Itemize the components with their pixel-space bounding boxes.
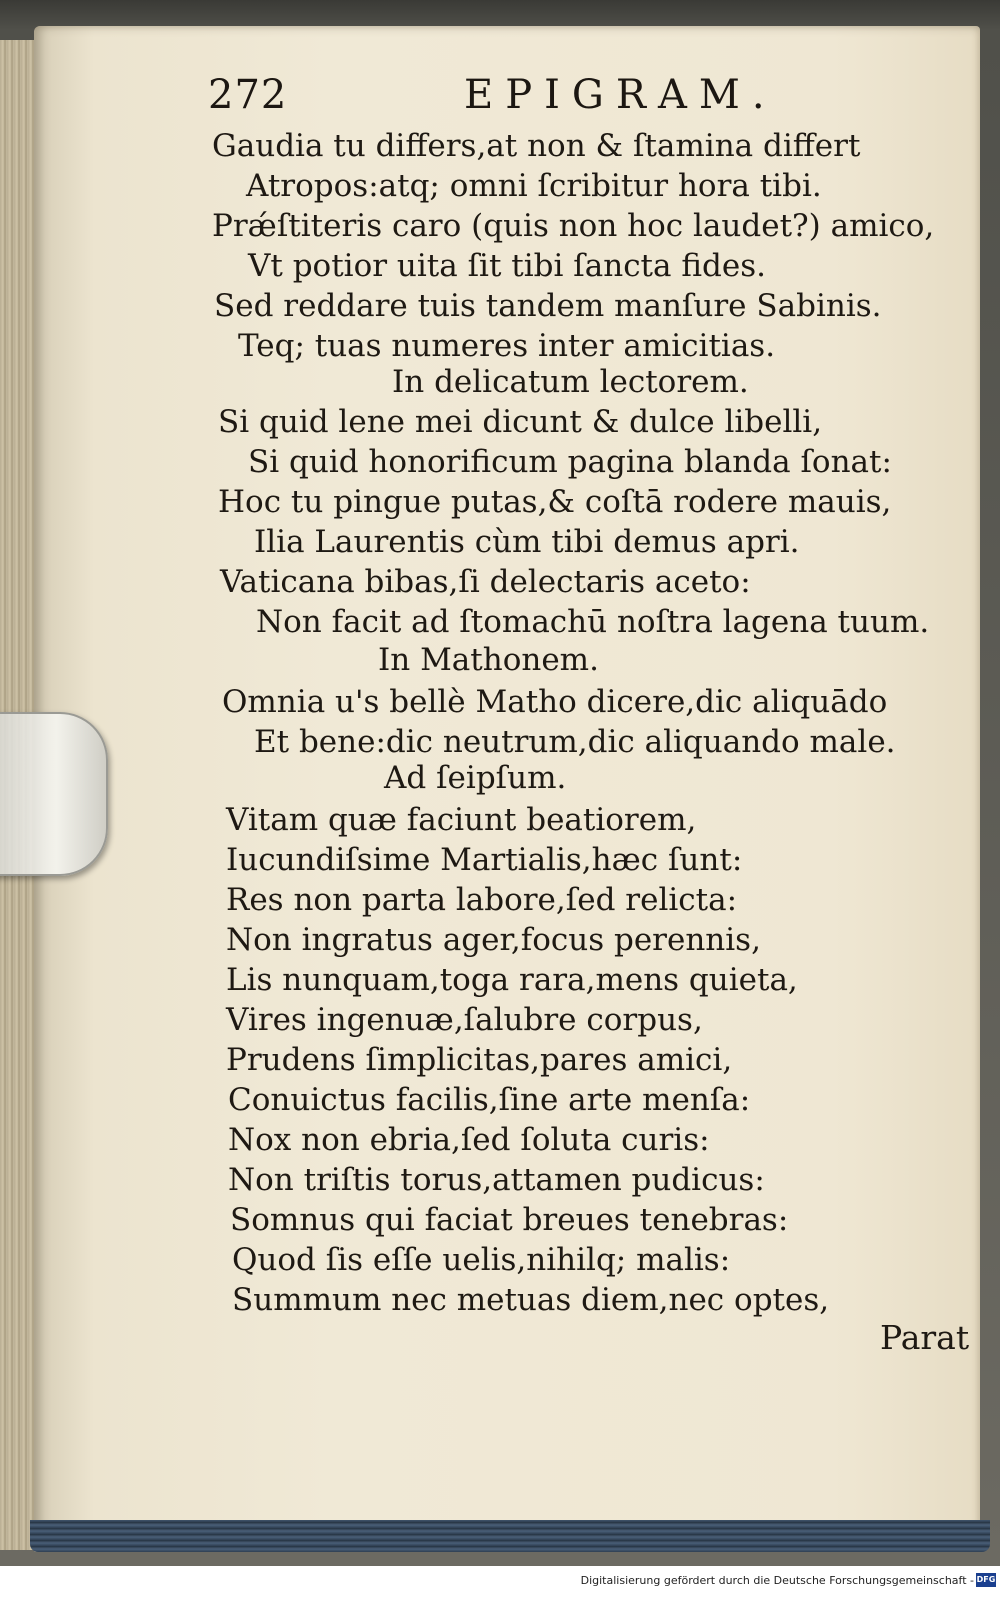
page-header	[208, 72, 828, 122]
poem-title: In Mathonem.	[378, 642, 599, 678]
page-number: 272	[208, 72, 288, 118]
verse-line: Non ingratus ager,focus perennis,	[226, 922, 761, 958]
verse-line: Gaudia tu differs,at non & ſtamina differt	[212, 128, 861, 164]
verse-line: Quod ſis eſſe uelis,nihilq; malis:	[232, 1242, 731, 1278]
verse-line: Hoc tu pingue putas,& coſtā rodere mauis,	[218, 484, 892, 520]
verse-line: Et bene:dic neutrum,dic aliquando male.	[254, 724, 896, 760]
verse-line: Conuictus facilis,ſine arte menſa:	[228, 1082, 751, 1118]
verse-line: Res non parta labore,ſed relicta:	[226, 882, 738, 918]
verse-line: Vaticana bibas,ſi delectaris aceto:	[220, 564, 751, 600]
verse-line: Sed reddare tuis tandem manſure Sabinis.	[214, 288, 882, 324]
verse-line: Prudens ſimplicitas,pares amici,	[226, 1042, 733, 1078]
verse-line: Vitam quæ faciunt beatiorem,	[226, 802, 697, 838]
poem-title: In delicatum lectorem.	[392, 364, 749, 400]
verse-line: Summum nec metuas diem,nec optes,	[232, 1282, 830, 1318]
verse-line: Iucundiſsime Martialis,hæc ſunt:	[226, 842, 743, 878]
verse-line: Vt potior uita ſit tibi ſancta fides.	[248, 248, 766, 284]
verse-line: Non triſtis torus,attamen pudicus:	[228, 1162, 765, 1198]
book-bottom-edge	[30, 1520, 990, 1552]
verse-line: Si quid honorificum pagina blanda ſonat:	[248, 444, 892, 480]
verse-line: Non facit ad ſtomachū noſtra lagena tuum.	[256, 604, 930, 640]
verse-line: Prǽſtiteris caro (quis non hoc laudet?) amico,	[212, 208, 935, 244]
funding-credit: Digitalisierung gefördert durch die Deutsche Forschungsgemeinschaft -	[580, 1574, 974, 1587]
footer-bar	[0, 1566, 1000, 1599]
verse-line: Vires ingenuæ,ſalubre corpus,	[226, 1002, 703, 1038]
poem-title: Ad ſeipſum.	[384, 760, 567, 796]
dfg-logo-icon: DFG	[976, 1573, 996, 1587]
page-clip	[0, 712, 108, 876]
verse-line: Atropos:atq; omni ſcribitur hora tibi.	[246, 168, 822, 204]
verse-line: Omnia u's bellè Matho dicere,dic aliquādo	[222, 684, 888, 720]
catchword: Parat	[880, 1318, 970, 1357]
verse-line: Nox non ebria,ſed ſoluta curis:	[228, 1122, 710, 1158]
verse-line: Teq; tuas numeres inter amicitias.	[238, 328, 776, 364]
verse-line: Ilia Laurentis cùm tibi demus apri.	[254, 524, 800, 560]
verse-line: Si quid lene mei dicunt & dulce libelli,	[218, 404, 823, 440]
verse-line: Somnus qui faciat breues tenebras:	[230, 1202, 789, 1238]
running-head: EPIGRAM.	[464, 72, 777, 118]
verse-line: Lis nunquam,toga rara,mens quieta,	[226, 962, 798, 998]
